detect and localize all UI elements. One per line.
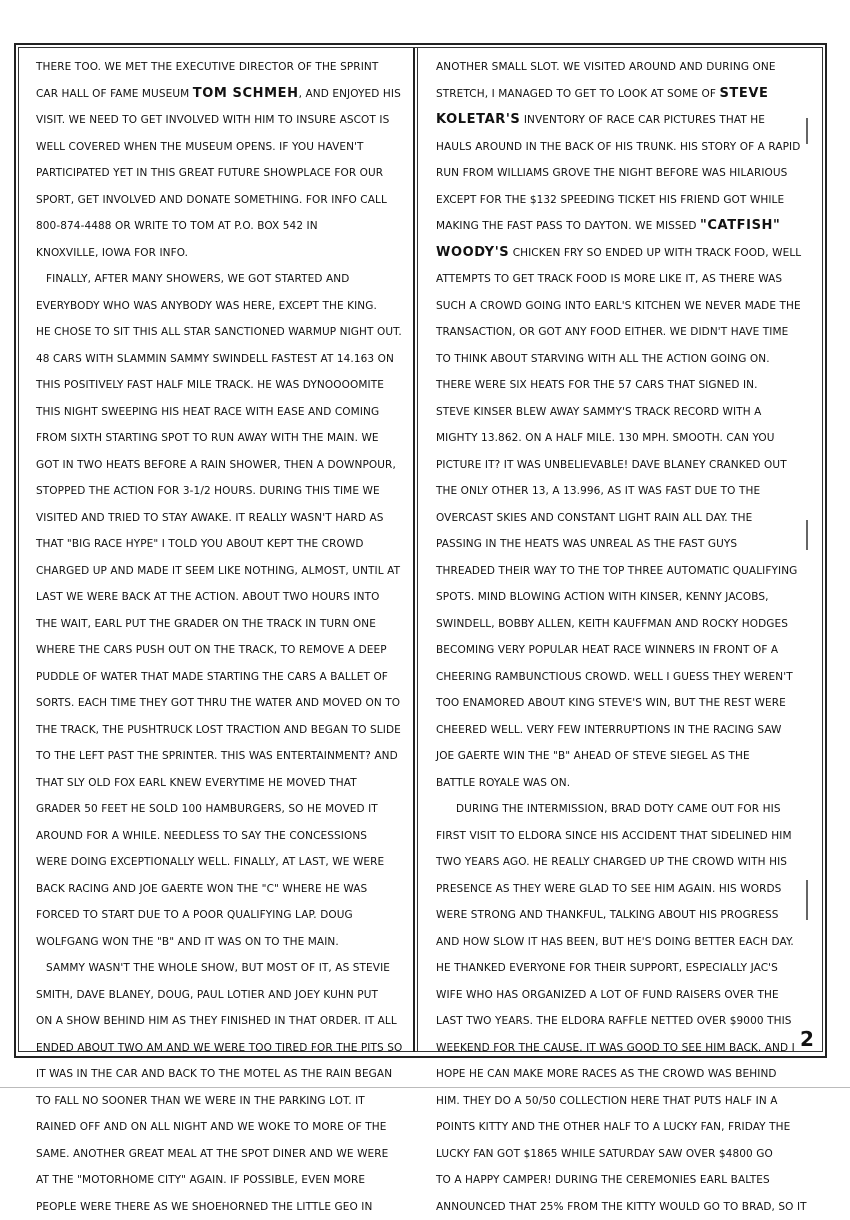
text-line [36,425,408,452]
text-line [36,478,408,505]
text-run: TOO ENAMORED ABOUT KING STEVE'S WIN, BUT THE REST WERE [436,697,786,709]
text-line [36,1008,408,1035]
text-line [36,902,408,929]
text-line [436,1061,818,1088]
text-run: SWINDELL, BOBBY ALLEN, KEITH KAUFFMAN AND ROCKY HODGES [436,618,788,630]
text-line [436,240,818,267]
text-run: VISIT. WE NEED TO GET INVOLVED WITH HIM TO INSURE ASCOT IS [36,114,389,126]
text-line [36,743,408,770]
text-run: THAT SLY OLD FOX EARL KNEW EVERYTIME HE MOVED THAT [36,777,357,789]
text-run: HOPE HE CAN MAKE MORE RACES AS THE CROWD WAS BEHIND [436,1068,777,1080]
text-line [36,823,408,850]
text-line [436,134,818,161]
text-line [436,902,818,929]
text-run: ATTEMPTS TO GET TRACK FOOD IS MORE LIKE IT, AS THERE WAS [436,273,782,285]
text-line [36,664,408,691]
text-run: SPOTS. MIND BLOWING ACTION WITH KINSER, KENNY JACOBS, [436,591,769,603]
text-run: ENDED ABOUT TWO AM AND WE WERE TOO TIRED FOR THE PITS SO [36,1042,402,1054]
text-run: KNOXVILLE, IOWA FOR INFO. [36,247,188,259]
text-line [36,717,408,744]
text-line [436,1088,818,1115]
column-divider [413,48,415,1052]
text-line [436,399,818,426]
text-run: PASSING IN THE HEATS WAS UNREAL AS THE FAST GUYS [436,538,737,550]
text-run: JOE GAERTE WIN THE "B" AHEAD OF STEVE SIEGEL AS THE [436,750,750,762]
text-line [436,770,818,797]
scan-bottom-edge [0,1087,850,1088]
text-line [36,1061,408,1088]
left-column [36,54,408,1220]
text-run: TO THE LEFT PAST THE SPRINTER. THIS WAS ENTERTAINMENT? AND [36,750,398,762]
text-line [436,743,818,770]
text-run: BECOMING VERY POPULAR HEAT RACE WINNERS IN FRONT OF A [436,644,778,656]
text-line [36,1114,408,1141]
text-line [36,531,408,558]
text-line [36,452,408,479]
text-line [436,319,818,346]
text-run: GRADER 50 FEET HE SOLD 100 HAMBURGERS, SO HE MOVED IT [36,803,378,815]
text-run: THERE WERE SIX HEATS FOR THE 57 CARS THAT SIGNED IN. [436,379,758,391]
text-run: PEOPLE WERE THERE AS WE SHOEHORNED THE LITTLE GEO IN [36,1201,372,1213]
text-run: THE WAIT, EARL PUT THE GRADER ON THE TRACK IN TURN ONE [36,618,376,630]
text-run: STOPPED THE ACTION FOR 3-1/2 HOURS. DURING THIS TIME WE [36,485,380,497]
text-run: CHEERED WELL. VERY FEW INTERRUPTIONS IN THE RACING SAW [436,724,782,736]
text-run: WIFE WHO HAS ORGANIZED A LOT OF FUND RAISERS OVER THE [436,989,779,1001]
text-line [436,54,818,81]
text-line [36,266,408,293]
page-number: 2 [800,1027,814,1051]
text-run: SORTS. EACH TIME THEY GOT THRU THE WATER AND MOVED ON TO [36,697,400,709]
text-line [436,505,818,532]
text-line [436,293,818,320]
text-run: THIS NIGHT SWEEPING HIS HEAT RACE WITH EASE AND COMING [36,406,379,418]
text-line [36,1167,408,1194]
text-line [436,1141,818,1168]
text-run: STEVE KINSER BLEW AWAY SAMMY'S TRACK RECORD WITH A [436,406,761,418]
text-line [36,690,408,717]
text-line [436,955,818,982]
text-run: FIRST VISIT TO ELDORA SINCE HIS ACCIDENT THAT SIDELINED HIM [436,830,792,842]
text-line [436,1194,818,1220]
text-run: INVENTORY OF RACE CAR PICTURES THAT HE [520,114,765,126]
text-run: LUCKY FAN GOT $1865 WHILE SATURDAY SAW OVER $4800 GO [436,1148,773,1160]
text-run: SUCH A CROWD GOING INTO EARL'S KITCHEN WE NEVER MADE THE [436,300,801,312]
text-run: HAULS AROUND IN THE BACK OF HIS TRUNK. HIS STORY OF A RAPID [436,141,800,153]
text-run: TO A HAPPY CAMPER! DURING THE CEREMONIES EARL BALTES [436,1174,770,1186]
text-line [436,690,818,717]
text-run: WOLFGANG WON THE "B" AND IT WAS ON TO THE MAIN. [36,936,339,948]
text-run: STRETCH, I MANAGED TO GET TO LOOK AT SOME OF [436,88,719,100]
text-run: OVERCAST SKIES AND CONSTANT LIGHT RAIN ALL DAY. THE [436,512,752,524]
text-line [436,372,818,399]
text-run: SPORT, GET INVOLVED AND DONATE SOMETHING. FOR INFO CALL [36,194,387,206]
text-line [36,160,408,187]
text-line [36,372,408,399]
text-line [36,955,408,982]
text-line [36,213,408,240]
text-line [36,558,408,585]
text-line [436,637,818,664]
text-line [36,1194,408,1220]
text-run: SAMMY WASN'T THE WHOLE SHOW, BUT MOST OF IT, AS STEVIE [46,962,390,974]
text-run: 48 CARS WITH SLAMMIN SAMMY SWINDELL FASTEST AT 14.163 ON [36,353,394,365]
text-run: THAT "BIG RACE HYPE" I TOLD YOU ABOUT KEPT THE CROWD [36,538,364,550]
text-line [36,876,408,903]
text-run: TRANSACTION, OR GOT ANY FOOD EITHER. WE DIDN'T HAVE TIME [436,326,788,338]
scan-edge-mark [806,118,808,144]
text-run: FINALLY, AFTER MANY SHOWERS, WE GOT STARTED AND [46,273,349,285]
text-run: FROM SIXTH STARTING SPOT TO RUN AWAY WITH THE MAIN. WE [36,432,379,444]
text-run: ANNOUNCED THAT 25% FROM THE KITTY WOULD GO TO BRAD, SO IT [436,1201,807,1213]
text-line [436,213,818,240]
text-line [436,717,818,744]
text-line [36,54,408,81]
text-line [436,187,818,214]
text-run: WERE STRONG AND THANKFUL, TALKING ABOUT HIS PROGRESS [436,909,779,921]
text-line [36,319,408,346]
text-line [436,1167,818,1194]
text-run: THERE TOO. WE MET THE EXECUTIVE DIRECTOR OF THE SPRINT [36,61,378,73]
text-run: TO FALL NO SOONER THAN WE WERE IN THE PARKING LOT. IT [36,1095,365,1107]
text-run: FORCED TO START DUE TO A POOR QUALIFYING LAP. DOUG [36,909,353,921]
text-run: BACK RACING AND JOE GAERTE WON THE "C" WHERE HE WAS [36,883,367,895]
text-line [36,240,408,267]
text-line [36,929,408,956]
text-run: EVERYBODY WHO WAS ANYBODY WAS HERE, EXCEPT THE KING. [36,300,377,312]
text-line [36,849,408,876]
bold-name: KOLETAR'S [436,112,520,127]
text-line [36,584,408,611]
text-run: PICTURE IT? IT WAS UNBELIEVABLE! DAVE BLANEY CRANKED OUT [436,459,787,471]
text-run: TWO YEARS AGO. HE REALLY CHARGED UP THE CROWD WITH HIS [436,856,787,868]
text-run: CHICKEN FRY SO ENDED UP WITH TRACK FOOD, WELL [509,247,801,259]
text-line [36,611,408,638]
text-run: WHERE THE CARS PUSH OUT ON THE TRACK, TO REMOVE A DEEP [36,644,387,656]
text-line [36,637,408,664]
text-run: VISITED AND TRIED TO STAY AWAKE. IT REALLY WASN'T HARD AS [36,512,384,524]
text-line [436,876,818,903]
column-divider-inner [417,48,418,1052]
text-run: THIS POSITIVELY FAST HALF MILE TRACK. HE WAS DYNOOOOMITE [36,379,384,391]
bold-name: "CATFISH" [700,218,780,233]
text-line [36,346,408,373]
text-line [436,558,818,585]
text-run: DURING THE INTERMISSION, BRAD DOTY CAME OUT FOR HIS [456,803,781,815]
text-run: PARTICIPATED YET IN THIS GREAT FUTURE SHOWPLACE FOR OUR [36,167,383,179]
text-run: RUN FROM WILLIAMS GROVE THE NIGHT BEFORE WAS HILARIOUS [436,167,787,179]
text-line [436,478,818,505]
text-line [436,1114,818,1141]
text-run: CAR HALL OF FAME MUSEUM [36,88,193,100]
text-run: MIGHTY 13.862. ON A HALF MILE. 130 MPH. SMOOTH. CAN YOU [436,432,775,444]
text-run: PRESENCE AS THEY WERE GLAD TO SEE HIM AGAIN. HIS WORDS [436,883,781,895]
text-run: AROUND FOR A WHILE. NEEDLESS TO SAY THE CONCESSIONS [36,830,367,842]
text-line [36,187,408,214]
text-run: , AND ENJOYED HIS [299,88,401,100]
text-run: WERE DOING EXCEPTIONALLY WELL. FINALLY, AT LAST, WE WERE [36,856,384,868]
text-run: ANOTHER SMALL SLOT. WE VISITED AROUND AND DURING ONE [436,61,776,73]
bold-name: STEVE [719,86,768,101]
scan-edge-mark [806,520,808,550]
text-line [436,266,818,293]
text-run: THE TRACK, THE PUSHTRUCK LOST TRACTION AND BEGAN TO SLIDE [36,724,401,736]
text-run: TO THINK ABOUT STARVING WITH ALL THE ACTION GOING ON. [436,353,770,365]
scan-edge-mark [806,880,808,920]
text-run: 800-874-4488 OR WRITE TO TOM AT P.O. BOX 542 IN [36,220,318,232]
text-line [436,664,818,691]
text-line [436,796,818,823]
text-line [436,81,818,108]
text-run: AND HOW SLOW IT HAS BEEN, BUT HE'S DOING BETTER EACH DAY. [436,936,794,948]
text-run: LAST WE WERE BACK AT THE ACTION. ABOUT TWO HOURS INTO [36,591,380,603]
text-line [436,1008,818,1035]
text-run: MAKING THE FAST PASS TO DAYTON. WE MISSED [436,220,700,232]
text-run: WELL COVERED WHEN THE MUSEUM OPENS. IF YOU HAVEN'T [36,141,364,153]
text-line [36,107,408,134]
bold-name: WOODY'S [436,245,509,260]
text-line [36,505,408,532]
text-run: HIM. THEY DO A 50/50 COLLECTION HERE THAT PUTS HALF IN A [436,1095,778,1107]
text-line [436,160,818,187]
text-run: THE ONLY OTHER 13, A 13.996, AS IT WAS FAST DUE TO THE [436,485,760,497]
text-run: RAINED OFF AND ON ALL NIGHT AND WE WOKE TO MORE OF THE [36,1121,387,1133]
text-line [436,849,818,876]
text-line [36,293,408,320]
bold-name: TOM SCHMEH [193,86,299,101]
text-run: ON A SHOW BEHIND HIM AS THEY FINISHED IN THAT ORDER. IT ALL [36,1015,397,1027]
text-line [436,425,818,452]
text-run: SAME. ANOTHER GREAT MEAL AT THE SPOT DINER AND WE WERE [36,1148,388,1160]
text-run: LAST TWO YEARS. THE ELDORA RAFFLE NETTED OVER $9000 THIS [436,1015,792,1027]
text-run: PUDDLE OF WATER THAT MADE STARTING THE CARS A BALLET OF [36,671,388,683]
right-column [436,54,818,1220]
text-run: AT THE "MOTORHOME CITY" AGAIN. IF POSSIBLE, EVEN MORE [36,1174,365,1186]
text-run: THREADED THEIR WAY TO THE TOP THREE AUTOMATIC QUALIFYING [436,565,797,577]
text-line [36,1088,408,1115]
text-run: HE THANKED EVERYONE FOR THEIR SUPPORT, ESPECIALLY JAC'S [436,962,778,974]
text-line [436,346,818,373]
text-run: SMITH, DAVE BLANEY, DOUG, PAUL LOTIER AND JOEY KUHN PUT [36,989,378,1001]
text-line [36,399,408,426]
text-run: GOT IN TWO HEATS BEFORE A RAIN SHOWER, THEN A DOWNPOUR, [36,459,396,471]
text-run: CHEERING RAMBUNCTIOUS CROWD. WELL I GUESS THEY WEREN'T [436,671,793,683]
text-run: BATTLE ROYALE WAS ON. [436,777,570,789]
text-line [436,107,818,134]
text-line [436,452,818,479]
text-line [436,1035,818,1062]
text-line [36,1141,408,1168]
text-line [436,982,818,1009]
text-line [436,531,818,558]
text-line [36,982,408,1009]
text-run: WEEKEND FOR THE CAUSE. IT WAS GOOD TO SEE HIM BACK. AND I [436,1042,795,1054]
text-line [36,770,408,797]
text-run: HE CHOSE TO SIT THIS ALL STAR SANCTIONED WARMUP NIGHT OUT. [36,326,402,338]
text-run: POINTS KITTY AND THE OTHER HALF TO A LUCKY FAN, FRIDAY THE [436,1121,790,1133]
text-line [36,134,408,161]
text-line [436,823,818,850]
text-line [436,611,818,638]
text-run: EXCEPT FOR THE $132 SPEEDING TICKET HIS FRIEND GOT WHILE [436,194,784,206]
text-line [36,81,408,108]
text-line [36,796,408,823]
text-run: CHARGED UP AND MADE IT SEEM LIKE NOTHING, ALMOST, UNTIL AT [36,565,400,577]
text-line [36,1035,408,1062]
text-run: IT WAS IN THE CAR AND BACK TO THE MOTEL AS THE RAIN BEGAN [36,1068,392,1080]
text-line [436,584,818,611]
text-line [436,929,818,956]
